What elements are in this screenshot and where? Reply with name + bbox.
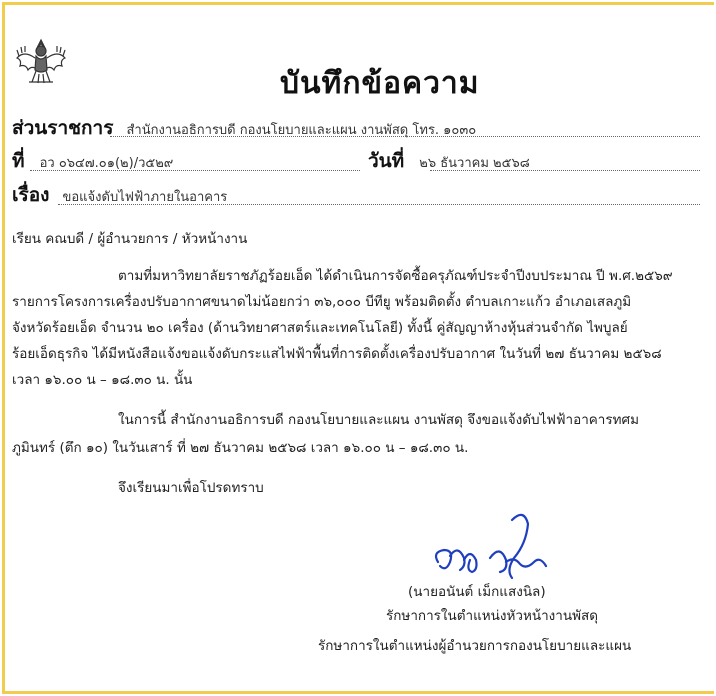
- handwritten-signature: [430, 500, 550, 590]
- border-top: [2, 2, 714, 5]
- salutation: เรียน คณบดี / ผู้อำนวยการ / หัวหน้างาน: [12, 231, 248, 247]
- date-label: วันที่: [368, 150, 405, 172]
- border-left: [2, 2, 5, 694]
- para2-line2: ภูมินทร์ (ตึก ๑๐) ในวันเสาร์ ที่ ๒๗ ธันวาคม ๒๕๖๘ เวลา ๑๖.๐๐ น – ๑๘.๓๐ น.: [12, 440, 469, 456]
- signer-position-2: รักษาการในตำแหน่งผู้อำนวยการกองนโยบายและแผน: [318, 638, 632, 654]
- para1-line5: เวลา ๑๖.๐๐ น – ๑๘.๓๐ น. นั้น: [12, 372, 193, 388]
- para2-line1: ในการนี้ สำนักงานอธิการบดี กองนโยบายและแผน งานพัสดุ จึงขอแจ้งดับไฟฟ้าอาคารทศม: [118, 412, 640, 428]
- para1-line2: รายการโครงการเครื่องปรับอากาศขนาดไม่น้อยกว่า ๓๖,๐๐๐ บีทียู พร้อมติดตั้ง ตำบลเกาะแก้ว อำเภอเสลภูมิ: [12, 294, 632, 310]
- para1-line4: ร้อยเอ็ดธุรกิจ ได้มีหนังสือแจ้งขอแจ้งดับกระแสไฟฟ้าพื้นที่การติดตั้งเครื่องปรับอากาศ ในวันที่ ๒๗ ธันวาคม ๒๕๖๘: [12, 346, 662, 362]
- subject-value: ขอแจ้งดับไฟฟ้าภายในอาคาร: [62, 190, 228, 205]
- reference-underline: [30, 170, 360, 171]
- subject-row: [12, 180, 227, 210]
- para1-line1: ตามที่มหาวิทยาลัยราชภัฏร้อยเอ็ด ได้ดำเนินการจัดซื้อครุภัณฑ์ประจำปีงบประมาณ ปี พ.ศ.๒๕๖๙: [118, 268, 673, 284]
- reference-value: อว ๐๖๔๗.๐๑(๒)/ว๕๒๙: [39, 156, 174, 171]
- date-value: ๒๖ ธันวาคม ๒๕๖๘: [419, 156, 530, 171]
- signer-position-1: รักษาการในตำแหน่งหัวหน้างานพัสดุ: [386, 608, 598, 624]
- subject-underline: [58, 204, 700, 205]
- garuda-emblem-icon: [14, 36, 68, 86]
- date-row: [368, 146, 530, 176]
- border-bottom: [2, 691, 714, 694]
- para1-line3: จังหวัดร้อยเอ็ด จำนวน ๒๐ เครื่อง (ด้านวิทยาศาสตร์และเทคโนโลยี) ทั้งนี้ คู่สัญญาห้างหุ้นส่วนจำกัด ไพบูลย์: [12, 320, 628, 336]
- department-label: ส่วนราชการ: [12, 117, 114, 139]
- closing-line: จึงเรียนมาเพื่อโปรดทราบ: [118, 480, 264, 496]
- department-row: [12, 113, 476, 143]
- reference-label: ที่: [12, 150, 25, 172]
- reference-row: [12, 146, 173, 176]
- department-value: สำนักงานอธิการบดี กองนโยบายและแผน งานพัสดุ โทร. ๑๐๓๐: [126, 123, 477, 138]
- signer-name: (นายอนันต์ เม็กแสงนิล): [408, 584, 546, 600]
- department-underline: [110, 136, 700, 137]
- date-underline: [430, 170, 700, 171]
- subject-label: เรื่อง: [12, 184, 50, 206]
- memo-title: บันทึกข้อความ: [280, 66, 480, 101]
